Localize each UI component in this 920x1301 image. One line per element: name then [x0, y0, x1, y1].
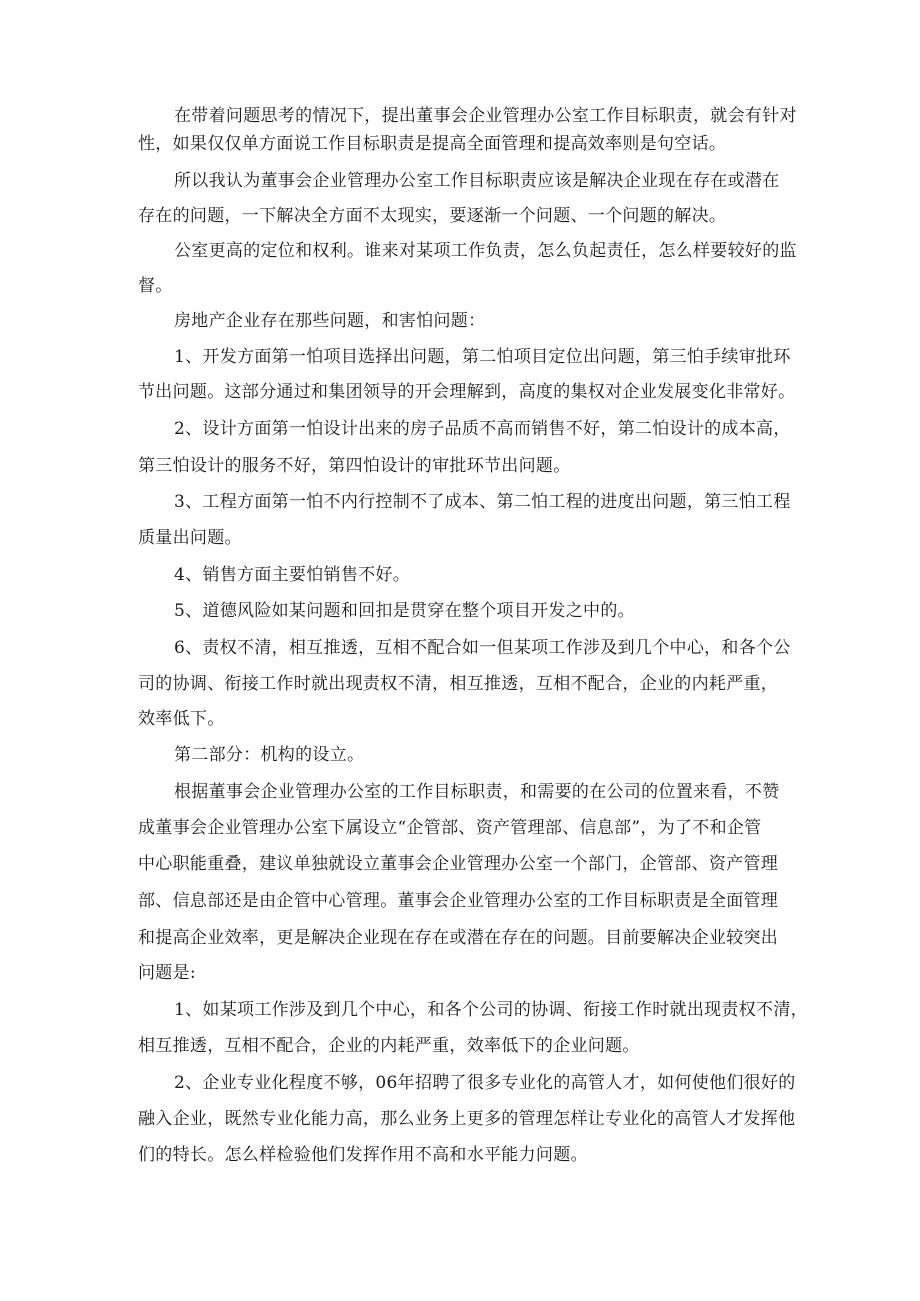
text-line: 质量出问题。 — [138, 528, 242, 548]
text-line: 2、企业专业化程度不够，06年招聘了很多专业化的高管人才，如何使他们很好的 — [174, 1073, 796, 1093]
text-line: 4、销售方面主要怕销售不好。 — [174, 565, 411, 585]
text-line: 部、信息部还是由企管中心管理。董事会企业管理办公室的工作目标职责是全面管理 — [138, 891, 779, 911]
text-line: 1、开发方面第一怕项目选择出问题，第二怕项目定位出问题，第三怕手续审批环 — [174, 347, 791, 367]
text-line: 第三怕设计的服务不好，第四怕设计的审批环节出问题。 — [138, 456, 571, 476]
section-heading: 第二部分：机构的设立。 — [174, 745, 365, 765]
text-line: 公室更高的定位和权利。谁来对某项工作负责，怎么负起责任，怎么样要较好的监 — [174, 241, 797, 261]
text-line: 存在的问题，一下解决全方面不太现实，要逐渐一个问题、一个问题的解决。 — [138, 206, 727, 226]
text-line: 效率低下。 — [138, 709, 225, 729]
text-line: 5、道德风险如某问题和回扣是贯穿在整个项目开发之中的。 — [174, 601, 635, 621]
text-line: 根据董事会企业管理办公室的工作目标职责，和需要的在公司的位置来看，不赞 — [174, 782, 780, 802]
text-line: 所以我认为董事会企业管理办公室工作目标职责应该是解决企业现在存在或潜在 — [174, 171, 780, 191]
text-line: 问题是: — [138, 963, 196, 983]
text-line: 督。 — [138, 276, 173, 296]
text-line: 3、工程方面第一怕不内行控制不了成本、第二怕工程的进度出问题，第三怕工程 — [174, 492, 791, 512]
text-line: 相互推透，互相不配合，企业的内耗严重，效率低下的企业问题。 — [138, 1036, 640, 1056]
text-line: 们的特长。怎么样检验他们发挥作用不高和水平能力问题。 — [138, 1145, 588, 1165]
text-line: 节出问题。这部分通过和集团领导的开会理解到，高度的集权对企业发展变化非常好。 — [138, 382, 796, 402]
text-line: 性，如果仅仅单方面说工作目标职责是提高全面管理和提高效率则是句空话。 — [138, 134, 727, 154]
text-line: 融入企业，既然专业化能力高，那么业务上更多的管理怎样让专业化的高管人才发挥他 — [138, 1109, 796, 1129]
text-line: 6、责权不清，相互推透，互相不配合如一但某项工作涉及到几个中心，和各个公 — [174, 638, 791, 658]
text-line: 2、设计方面第一怕设计出来的房子品质不高而销售不好，第二怕设计的成本高， — [174, 419, 791, 439]
text-line: 房地产企业存在那些问题，和害怕问题： — [174, 311, 486, 331]
text-line: 司的协调、衔接工作时就出现责权不清，相互推透，互相不配合，企业的内耗严重， — [138, 674, 779, 694]
text-line: 和提高企业效率，更是解决企业现在存在或潜在存在的问题。目前要解决企业较突出 — [138, 928, 779, 948]
text-line: 中心职能重叠，建议单独就设立董事会企业管理办公室一个部门，企管部、资产管理 — [138, 854, 779, 874]
text-line: 在带着问题思考的情况下，提出董事会企业管理办公室工作目标职责，就会有针对 — [174, 106, 797, 126]
text-line: 成董事会企业管理办公室下属设立“企管部、资产管理部、信息部”，为了不和企管 — [138, 818, 762, 838]
text-line: 1、如某项工作涉及到几个中心，和各个公司的协调、衔接工作时就出现责权不清， — [174, 1000, 808, 1020]
